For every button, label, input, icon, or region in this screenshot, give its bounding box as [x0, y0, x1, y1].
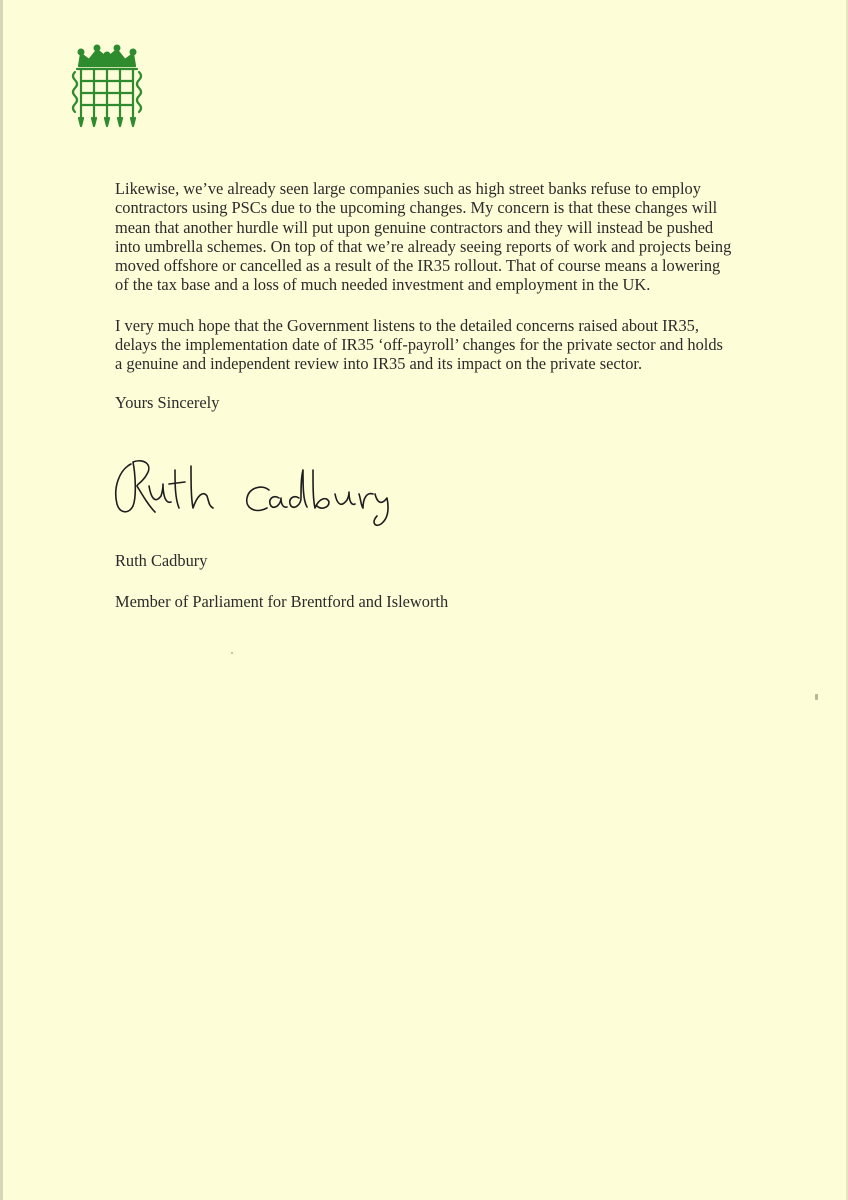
scan-speck [231, 652, 233, 654]
signature [109, 452, 399, 532]
paragraph-line: delays the implementation date of IR35 ‘off-payroll’ changes for the private sector and holds [115, 335, 723, 355]
paragraph-line: into umbrella schemes. On top of that we’re already seeing reports of work and projects being [115, 236, 732, 256]
paragraph-line: mean that another hurdle will put upon genuine contractors and they will instead be pushed [115, 217, 714, 237]
portcullis-icon [67, 44, 147, 130]
letter-body [115, 179, 755, 395]
signatory-title: Member of Parliament for Brentford and Isleworth [115, 592, 449, 611]
paragraph-line: contractors using PSCs due to the upcoming changes. My concern is that these changes will [115, 198, 718, 218]
paragraph-line: I very much hope that the Government listens to the detailed concerns raised about IR35, [115, 315, 699, 335]
paragraph-line: of the tax base and a loss of much needed investment and employment in the UK. [115, 275, 651, 295]
signatory-name: Ruth Cadbury [115, 551, 208, 570]
paragraph-2 [115, 316, 755, 374]
paragraph-1 [115, 179, 755, 295]
paragraph-line: Likewise, we’ve already seen large companies such as high street banks refuse to employ [115, 179, 701, 198]
scan-speck [815, 694, 818, 700]
paragraph-line: moved offshore or cancelled as a result of the IR35 rollout. That of course means a lowering [115, 256, 721, 276]
salutation: Yours Sincerely [115, 393, 220, 412]
paragraph-line: a genuine and independent review into IR35 and its impact on the private sector. [115, 354, 643, 374]
